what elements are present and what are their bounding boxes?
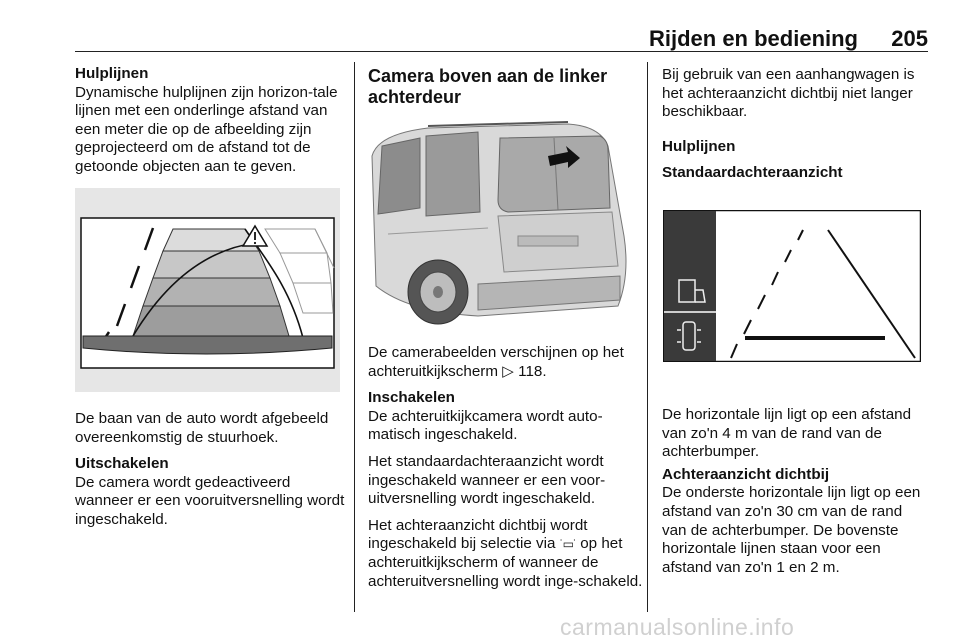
page-number: 205 <box>891 26 928 51</box>
column-3-top <box>662 66 928 183</box>
column-divider-1 <box>354 62 355 612</box>
column-3-text <box>662 406 928 577</box>
watermark: carmanualsonline.info <box>560 614 795 640</box>
close-view-description: De onderste horizontale lijn ligt op een afstand van zo'n 30 cm van de rand van de achterbumper. De bovenste horizontale lijnen staan voor een afstand van zo'n 1 en 2 m. <box>662 484 921 576</box>
close-view-text: Het achteraanzicht dichtbij wordt ingeschakeld bij selectie via ˙▭˙ op het achteruitkijkscherm of wanneer de achteruitversnelling wordt inge-schakeld. <box>368 516 643 590</box>
guidelines-heading-2: Hulplijnen <box>662 137 736 155</box>
column-divider-2 <box>647 62 648 612</box>
dynamic-guidelines-figure <box>75 188 340 392</box>
figure-caption: De baan van de auto wordt afgebeeld overeenkomstig de stuurhoek. <box>75 410 329 446</box>
column-2-top <box>368 66 640 108</box>
standard-view-heading: Standaardachteraanzicht <box>662 164 843 182</box>
camera-info: De camerabeelden verschijnen op het achteruitkijkscherm ▷ 118. <box>368 344 624 380</box>
guidelines-heading: Hulplijnen <box>75 65 149 82</box>
guidelines-intro: Dynamische hulplijnen zijn horizon-tale lijnen met een onderlinge afstand van een meter die op de afbeelding zijn geprojecteerd om de afstand tot de getoonde objecten aan te geven. <box>75 83 338 175</box>
close-view-heading: Achteraanzicht dichtbij <box>662 465 830 483</box>
column-1-lower <box>75 410 351 530</box>
column-2-text <box>368 344 644 599</box>
activate-heading: Inschakelen <box>368 389 455 407</box>
camera-heading: Camera boven aan de linker achterdeur <box>368 66 608 107</box>
camera-view-icon: ˙▭˙ <box>559 537 576 552</box>
side-panel <box>664 211 716 361</box>
deactivate-text: De camera wordt gedeactiveerd wanneer er een vooruitversnelling wordt ingeschakeld. <box>75 473 345 528</box>
standard-view-caption: De horizontale lijn ligt op een afstand van zo'n 4 m van de rand van de achterbumper. <box>662 406 912 461</box>
standard-view-text: Het standaardachteraanzicht wordt ingeschakeld wanneer er een voor-uitversnelling wordt ingeschakeld. <box>368 452 606 508</box>
section-title: Rijden en bediening <box>648 26 858 51</box>
van-rear-figure <box>368 116 640 328</box>
header-rule <box>75 51 928 52</box>
page-header <box>75 26 928 52</box>
rear-bumper <box>83 336 332 354</box>
column-1 <box>75 65 343 177</box>
trailer-note: Bij gebruik van een aanhangwagen is het achteraanzicht dichtbij niet langer beschikbaar. <box>662 66 915 121</box>
reference-arrow-icon: ▷ <box>502 362 514 380</box>
standard-view-figure <box>663 210 921 362</box>
deactivate-heading: Uitschakelen <box>75 455 169 473</box>
activate-text: De achteruitkijkcamera wordt auto-matisch ingeschakeld. <box>368 407 603 444</box>
